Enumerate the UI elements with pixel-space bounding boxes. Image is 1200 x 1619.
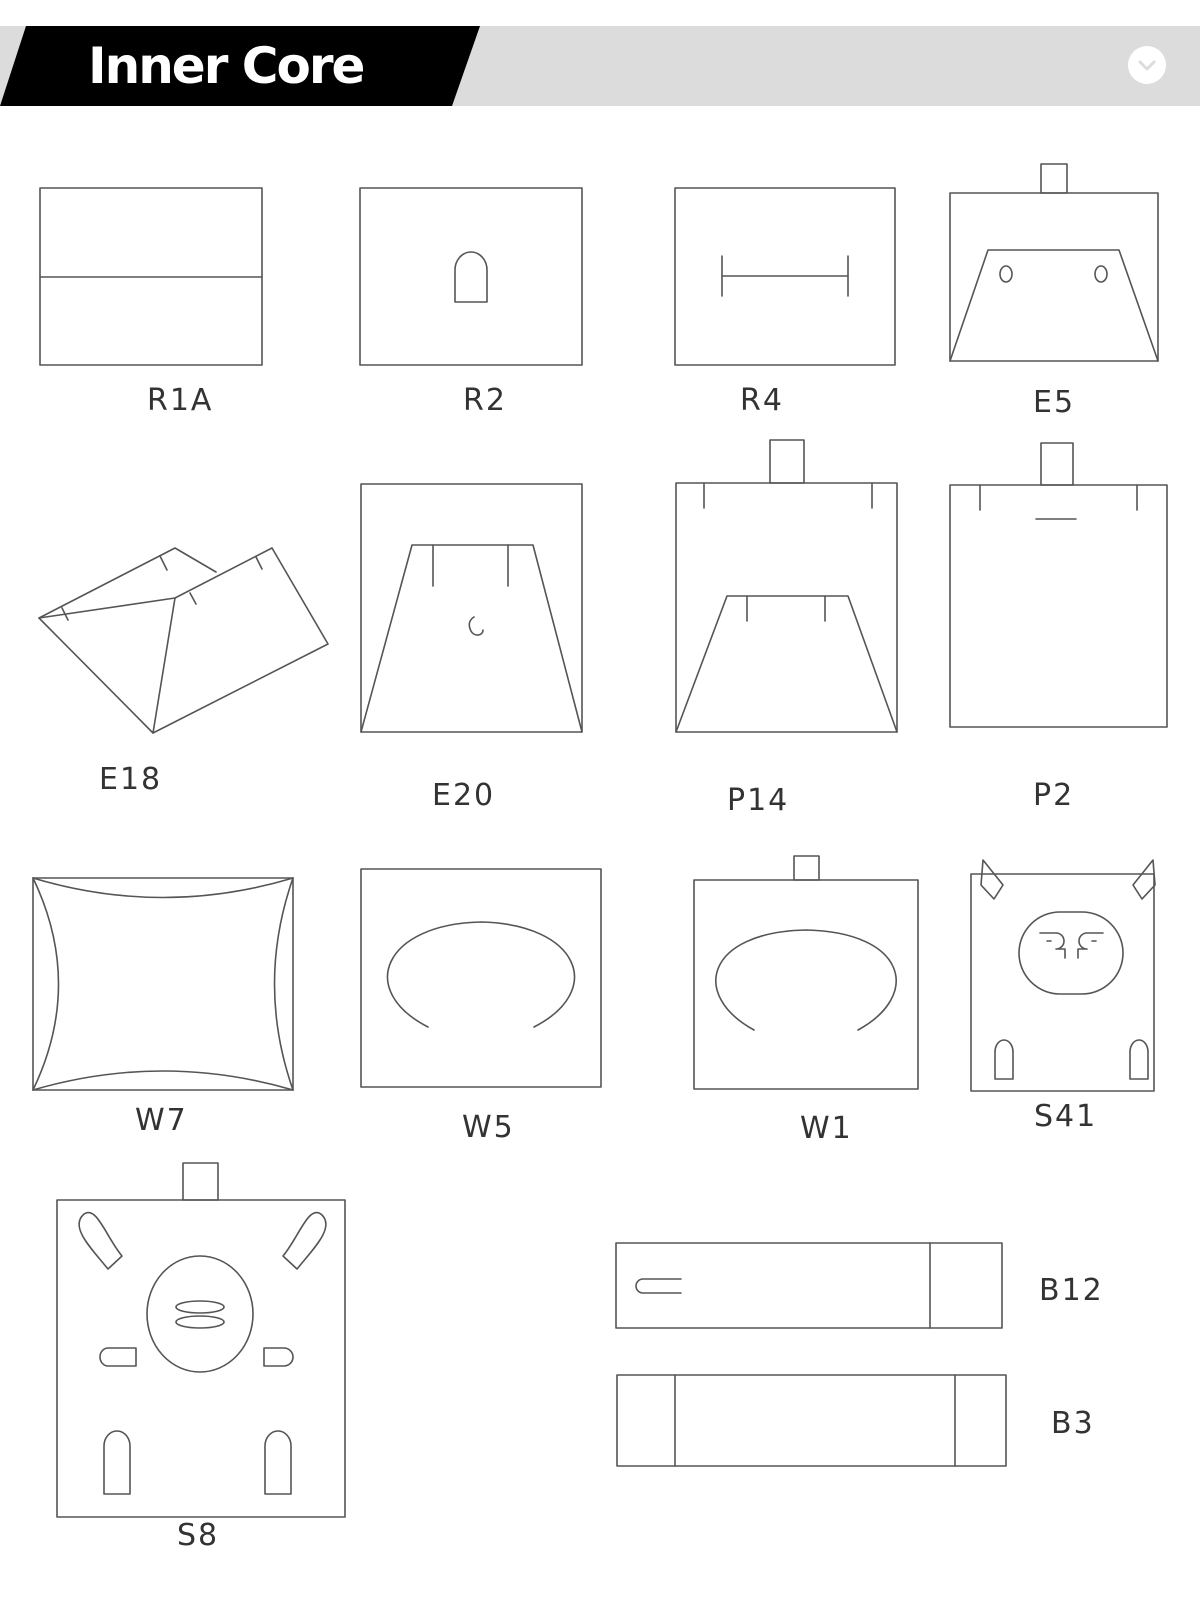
- shape-P2: [950, 443, 1167, 727]
- shape-B12: [616, 1243, 1002, 1328]
- label-S8: S8: [177, 1518, 220, 1553]
- shape-W5: [361, 869, 601, 1087]
- shape-W7: [33, 878, 293, 1090]
- section-header: [0, 26, 1200, 106]
- chevron-down-circle-icon: [1128, 46, 1166, 84]
- section-title: Inner Core: [88, 37, 364, 95]
- shape-B3: [617, 1375, 1006, 1466]
- shape-E5: [950, 164, 1158, 361]
- label-W1: W1: [800, 1111, 853, 1146]
- label-W7: W7: [135, 1103, 188, 1138]
- shape-S41: [971, 860, 1155, 1091]
- label-R1A: R1A: [147, 383, 214, 418]
- shape-W1: [694, 856, 918, 1089]
- label-E5: E5: [1033, 385, 1076, 420]
- label-R2: R2: [463, 383, 507, 418]
- shape-E20: [361, 484, 582, 732]
- label-E18: E18: [99, 762, 163, 797]
- label-B12: B12: [1039, 1273, 1104, 1308]
- label-P2: P2: [1033, 778, 1075, 813]
- label-W5: W5: [462, 1110, 515, 1145]
- label-S41: S41: [1034, 1099, 1098, 1134]
- shape-R2: [360, 188, 582, 365]
- expand-button[interactable]: [1128, 46, 1166, 84]
- label-R4: R4: [740, 383, 784, 418]
- shape-S8: [57, 1163, 345, 1517]
- label-B3: B3: [1051, 1406, 1095, 1441]
- shape-E18: [39, 548, 328, 733]
- shape-R4: [675, 188, 895, 365]
- label-E20: E20: [432, 778, 496, 813]
- shape-R1A: [40, 188, 262, 365]
- shape-P14: [676, 440, 897, 732]
- label-P14: P14: [727, 783, 790, 818]
